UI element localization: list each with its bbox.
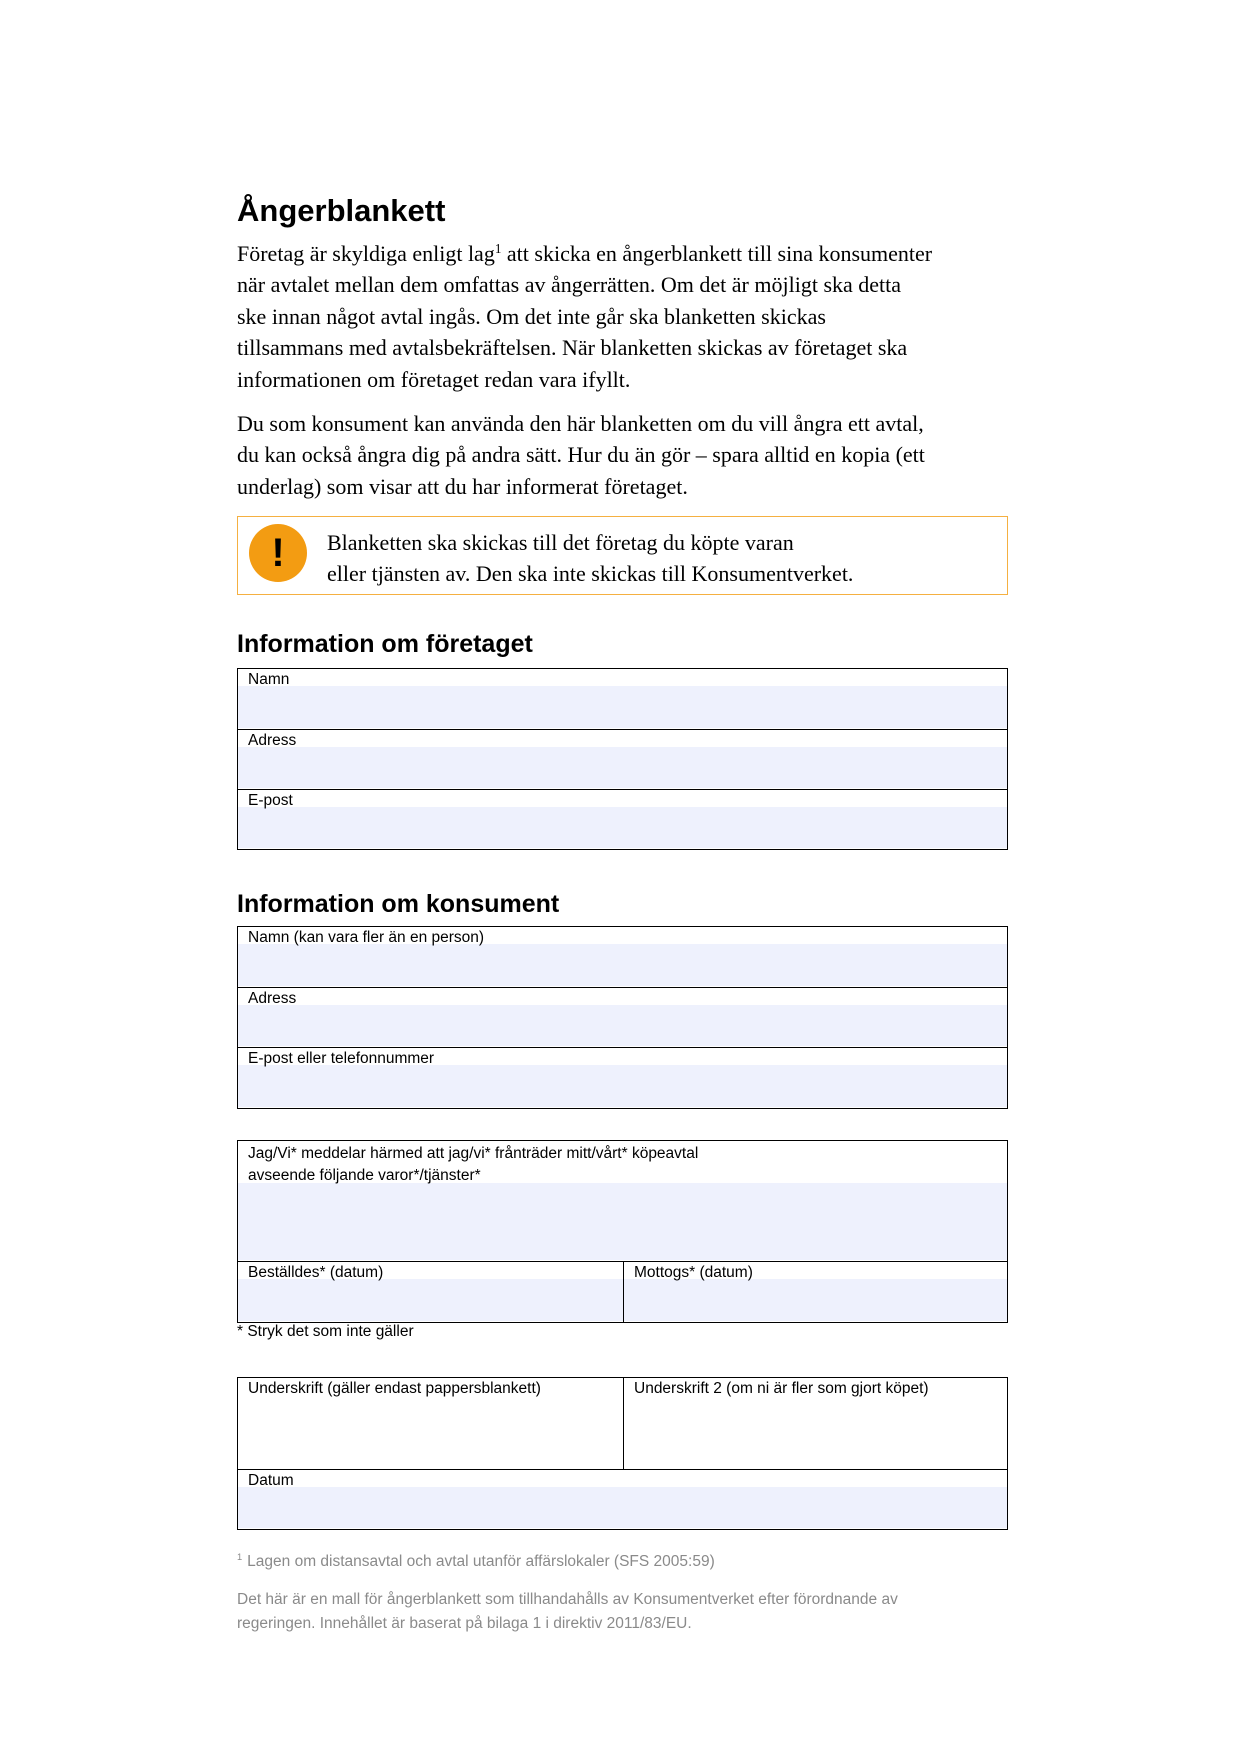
received-date-input[interactable] [624,1279,1007,1321]
consumer-contact-input[interactable] [238,1065,1007,1107]
warning-line: eller tjänsten av. Den ska inte skickas till Konsumentverket. [327,561,854,586]
intro-line-text: Företag är skyldiga enligt lag [237,241,495,266]
withdrawal-form [237,1140,1008,1323]
consumer-name-label: Namn (kan vara fler än en person) [248,929,485,946]
signature-date-row [238,1469,1007,1529]
intro-paragraph-line: när avtalet mellan dem omfattas av ångerrätten. Om det är möjligt ska detta [237,272,902,298]
intro-paragraph-1 [237,238,932,395]
company-address-row [238,729,1007,789]
footer-note [237,1588,898,1636]
footnote-reference: 1 [494,241,502,257]
intro-paragraph-line: ske innan något avtal ingås. Om det inte går ska blanketten skickas [237,303,826,329]
company-email-label: E-post [248,792,293,809]
company-name-input[interactable] [238,686,1007,728]
withdrawal-statement-label [248,1143,698,1187]
consumer-address-row [238,987,1007,1047]
warning-line: Blanketten ska skickas till det företag du köpte varan [327,530,794,555]
intro-paragraph-2 [237,408,925,502]
ordered-date-label: Beställdes* (datum) [248,1264,384,1281]
signature-row [238,1378,1007,1469]
company-email-row [238,789,1007,849]
company-info-form [237,668,1008,850]
company-email-input[interactable] [238,807,1007,848]
signature-date-input[interactable] [238,1487,1007,1528]
consumer-name-input[interactable] [238,944,1007,986]
intro-paragraph-line: underlag) som visar att du har informerat företaget. [237,473,688,499]
company-address-input[interactable] [238,747,1007,788]
intro-paragraph-line: Du som konsument kan använda den här blanketten om du vill ångra ett avtal, [237,411,924,436]
consumer-contact-label: E-post eller telefonnummer [248,1050,435,1067]
consumer-name-row [238,927,1007,987]
consumer-address-input[interactable] [238,1005,1007,1046]
withdrawal-statement-row [238,1141,1007,1261]
consumer-section-heading: Information om konsument [237,890,560,918]
page-title: Ångerblankett [237,193,446,228]
company-address-label: Adress [248,732,297,749]
warning-notice [237,516,1008,595]
strike-note: * Stryk det som inte gäller [237,1323,414,1340]
signature-date-label: Datum [248,1472,294,1489]
signature-form [237,1377,1008,1530]
withdrawal-statement-line: Jag/Vi* meddelar härmed att jag/vi* frånträder mitt/vårt* köpeavtal [248,1145,699,1162]
footer-line: Det här är en mall för ångerblankett som tillhandahålls av Konsumentverket efter förordnande av [237,1591,898,1608]
goods-services-input[interactable] [238,1183,1007,1260]
intro-paragraph-line [237,238,932,269]
intro-paragraph-line: du kan också ångra dig på andra sätt. Hur du än gör – spara alltid en kopia (ett [237,442,925,468]
consumer-info-form [237,926,1008,1109]
signature-1-area[interactable] [238,1395,623,1468]
footnote [237,1552,715,1572]
consumer-contact-row [238,1047,1007,1108]
exclamation-icon: ! [249,524,307,582]
company-name-row [238,669,1007,729]
warning-text [327,527,853,589]
footer-line: regeringen. Innehållet är baserat på bilaga 1 i direktiv 2011/83/EU. [237,1615,692,1632]
intro-line-text: att skicka en ångerblankett till sina konsumenter [501,241,933,266]
signature-1-cell [238,1378,624,1469]
ordered-date-cell [238,1262,624,1322]
withdrawal-statement-line: avseende följande varor*/tjänster* [248,1167,481,1184]
ordered-date-input[interactable] [238,1279,623,1321]
footnote-text: Lagen om distansavtal och avtal utanför affärslokaler (SFS 2005:59) [247,1553,715,1570]
signature-2-area[interactable] [624,1395,1007,1468]
intro-paragraph-line: tillsammans med avtalsbekräftelsen. När blanketten skickas av företaget ska [237,335,908,361]
footnote-marker: 1 [237,1552,243,1563]
withdrawal-dates-row [238,1261,1007,1322]
company-section-heading: Information om företaget [237,630,533,658]
signature-2-cell [624,1378,1007,1469]
received-date-label: Mottogs* (datum) [634,1264,753,1281]
company-name-label: Namn [248,671,290,688]
intro-paragraph-line: informationen om företaget redan vara ifyllt. [237,366,631,392]
consumer-address-label: Adress [248,990,297,1007]
signature-1-label: Underskrift (gäller endast pappersblankett) [248,1380,541,1397]
received-date-cell [624,1262,1007,1322]
signature-2-label: Underskrift 2 (om ni är fler som gjort köpet) [634,1380,929,1397]
